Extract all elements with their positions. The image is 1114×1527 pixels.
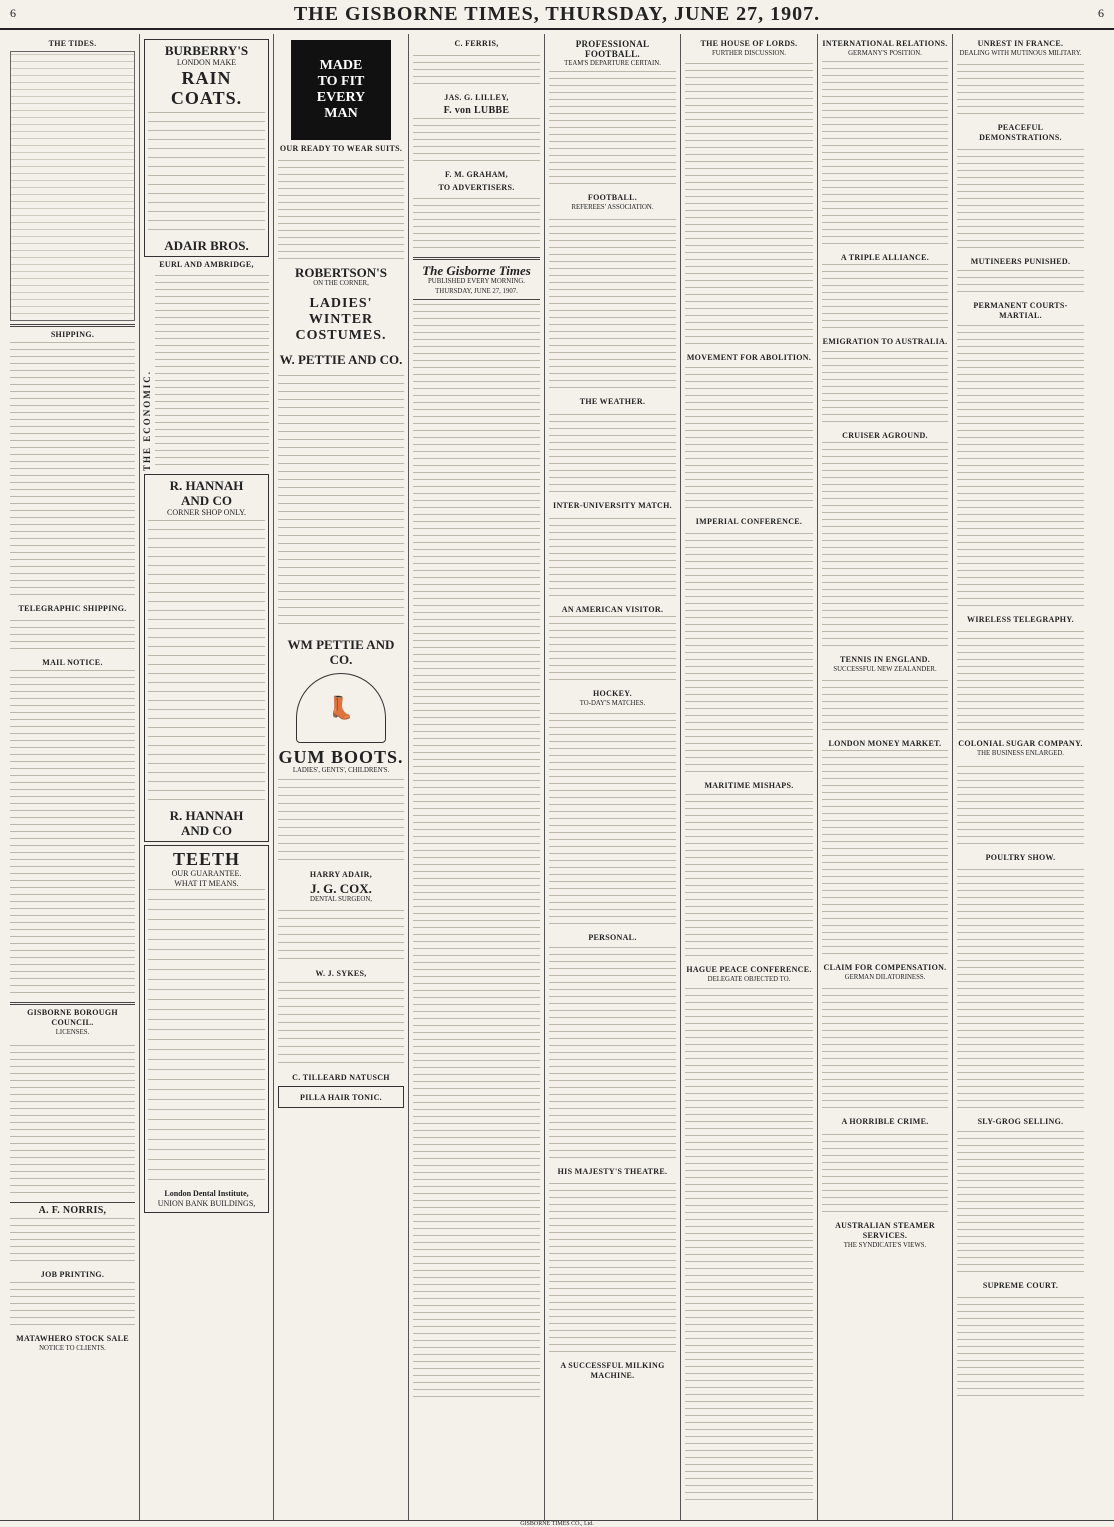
ladies-costumes: LADIES' WINTER COSTUMES. <box>295 296 387 343</box>
poultry-heading: POULTRY SHOW. <box>985 853 1056 862</box>
lords-heading: THE HOUSE OF LORDS. <box>700 39 798 48</box>
weather-text <box>549 408 676 498</box>
advertisers-heading: TO ADVERTISERS. <box>438 183 515 192</box>
steamer-heading: AUSTRALIAN STEAMER SERVICES. <box>835 1221 935 1240</box>
emigration-text <box>822 348 948 428</box>
council-heading: GISBORNE BOROUGH COUNCIL. <box>27 1008 118 1027</box>
theatre-text <box>549 1178 676 1358</box>
milking-heading: A SUCCESSFUL MILKING MACHINE. <box>560 1361 665 1380</box>
burberry-title: BURBERRY'S <box>164 43 249 58</box>
tennis-heading: TENNIS IN ENGLAND. <box>839 655 931 664</box>
market-text <box>822 750 948 960</box>
teeth-ad <box>144 845 269 1213</box>
teeth-text <box>148 889 265 1189</box>
licenses-text <box>10 1039 135 1199</box>
what-it-means: WHAT IT MEANS. <box>174 879 239 888</box>
imperial-text <box>685 528 813 778</box>
gum-boots-sub: LADIES', GENTS', CHILDREN'S. <box>292 767 390 774</box>
crime-heading: A HORRIBLE CRIME. <box>841 1117 929 1126</box>
abolition-heading: MOVEMENT FOR ABOLITION. <box>686 353 812 362</box>
norris-ad: A. F. NORRIS, <box>38 1205 107 1216</box>
london-make: LONDON MAKE <box>176 58 237 67</box>
claim-heading: CLAIM FOR COMPENSATION. <box>823 963 947 972</box>
pilla-ad <box>278 1086 404 1108</box>
team-departure: TEAM'S DEPARTURE CERTAIN. <box>564 60 661 67</box>
supreme-heading: SUPREME COURT. <box>982 1281 1059 1290</box>
maritime-text <box>685 792 813 962</box>
lubbe-text <box>413 117 540 167</box>
cox-title: J. G. COX. <box>310 881 372 896</box>
cruiser-heading: CRUISER AGROUND. <box>842 431 928 440</box>
personal-text <box>549 944 676 1164</box>
imperial-heading: IMPERIAL CONFERENCE. <box>695 517 803 526</box>
boot-icon: 👢 <box>296 673 386 743</box>
page-number-right: 6 <box>1098 6 1104 20</box>
sykes-text <box>278 980 404 1070</box>
made-line-3: EVERY <box>316 90 366 105</box>
intl-heading: INTERNATIONAL RELATIONS. <box>822 39 948 48</box>
wireless-heading: WIRELESS TELEGRAPHY. <box>967 615 1074 624</box>
adair-bros: ADAIR BROS. <box>164 238 249 253</box>
paper-masthead: The Gisborne Times <box>422 263 531 278</box>
hannah-text <box>148 518 265 808</box>
slygrog-heading: SLY-GROG SELLING. <box>977 1117 1064 1126</box>
guarantee-label: OUR GUARANTEE. <box>171 869 242 878</box>
football-text <box>549 70 676 190</box>
lubbe-title: F. von LUBBE <box>443 105 510 116</box>
shipping-heading: SHIPPING. <box>50 330 95 339</box>
germany-text <box>822 60 948 250</box>
emigration-heading: EMIGRATION TO AUSTRALIA. <box>822 337 948 346</box>
sykes-title: W. J. SYKES, <box>315 969 367 978</box>
hannah-title: R. HANNAH <box>169 478 244 493</box>
column-3 <box>274 34 409 1520</box>
burberry-ad <box>144 39 269 257</box>
shipping-text <box>10 341 135 601</box>
syndicate-heading: THE SYNDICATE'S VIEWS. <box>843 1242 927 1249</box>
job-printing-heading: JOB PRINTING. <box>40 1270 105 1279</box>
hague-text <box>685 986 813 1506</box>
cox-text <box>278 906 404 966</box>
tillard-title: C. TILLEARD NATUSCH <box>292 1073 390 1082</box>
referees-heading: REFEREES' ASSOCIATION. <box>571 204 654 211</box>
hannah-andco: AND CO <box>181 493 232 508</box>
union-bank: UNION BANK BUILDINGS, <box>157 1199 256 1208</box>
colonial-heading: COLONIAL SUGAR COMPANY. <box>958 739 1083 748</box>
hannah-andco-2: AND CO <box>181 823 232 838</box>
footer-imprint: GISBORNE TIMES CO., Ltd. <box>0 1520 1114 1527</box>
visitor-heading: AN AMERICAN VISITOR. <box>561 605 664 614</box>
enlarged-heading: THE BUSINESS ENLARGED. <box>976 750 1065 757</box>
divider <box>413 257 540 260</box>
ferris-text <box>413 50 540 90</box>
pilla-title: PILLA HAIR TONIC. <box>300 1093 382 1102</box>
telegraphic-shipping-heading: TELEGRAPHIC SHIPPING. <box>18 604 127 613</box>
abolition-text <box>685 364 813 514</box>
visitor-text <box>549 616 676 686</box>
telegraph-text <box>10 615 135 655</box>
harry-adair: HARRY ADAIR, <box>309 870 373 879</box>
slygrog-text <box>957 1128 1084 1278</box>
hockey-heading: HOCKEY. <box>593 689 632 698</box>
column-8 <box>953 34 1088 1520</box>
unrest-text <box>957 60 1084 120</box>
column-1 <box>6 34 140 1520</box>
divider <box>10 324 135 327</box>
job-printing-text <box>10 1281 135 1331</box>
economic-vertical-label: THE ECONOMIC. <box>142 369 152 471</box>
mutinous-heading: DEALING WITH MUTINOUS MILITARY. <box>959 50 1082 57</box>
made-line-2: TO FIT <box>317 74 365 89</box>
column-6 <box>681 34 818 1520</box>
unrest-heading: UNREST IN FRANCE. <box>977 39 1064 48</box>
personal-heading: PERSONAL. <box>588 933 637 942</box>
made-line-4: MAN <box>324 106 358 121</box>
economic-ad <box>144 271 269 471</box>
lords-text <box>685 60 813 350</box>
peaceful-heading: PEACEFUL DEMONSTRATIONS. <box>979 123 1062 142</box>
maritime-heading: MARITIME MISHAPS. <box>704 781 794 790</box>
hannah-title-2: R. HANNAH <box>169 808 244 823</box>
notice-clients: NOTICE TO CLIENTS. <box>39 1345 106 1352</box>
on-the-corner: ON THE CORNER, <box>313 280 369 287</box>
market-heading: LONDON MONEY MARKET. <box>828 739 942 748</box>
london-dental: London Dental Institute, <box>164 1189 249 1198</box>
issue-date: THURSDAY, JUNE 27, 1907. <box>435 288 518 295</box>
editorial-text <box>413 303 540 1403</box>
zealander-heading: SUCCESSFUL NEW ZEALANDER. <box>833 666 937 673</box>
crime-text <box>822 1128 948 1218</box>
football-heading: PROFESSIONAL FOOTBALL. <box>575 39 650 59</box>
hague-heading: HAGUE PEACE CONFERENCE. <box>686 965 812 974</box>
column-2 <box>140 34 274 1520</box>
page-title: THE GISBORNE TIMES, THURSDAY, JUNE 27, 1907. <box>293 2 821 25</box>
boots-text <box>278 777 404 867</box>
made-to-fit-illustration <box>291 40 391 140</box>
inter-university-heading: INTER-UNIVERSITY MATCH. <box>553 501 672 510</box>
licenses-heading: LICENSES. <box>55 1029 90 1036</box>
divider <box>10 1202 135 1203</box>
column-7 <box>818 34 953 1520</box>
teeth-title: TEETH <box>172 849 241 869</box>
pettie-title-2: WM PETTIE AND CO. <box>287 637 395 667</box>
column-5 <box>545 34 681 1520</box>
rain-coats-title: RAIN COATS. <box>170 68 243 108</box>
cox-sub: DENTAL SURGEON, <box>310 896 372 903</box>
made-line-1: MADE <box>319 58 363 73</box>
inter-text <box>549 512 676 602</box>
weather-heading: THE WEATHER. <box>579 397 646 406</box>
column-4 <box>409 34 545 1520</box>
gum-boots: GUM BOOTS. <box>278 747 404 767</box>
peaceful-text <box>957 144 1084 254</box>
norris-text <box>10 1217 135 1267</box>
page-numbers <box>0 6 1114 21</box>
football2-heading: FOOTBALL. <box>587 193 638 202</box>
advertisers-text <box>413 194 540 254</box>
ferris-title: C. FERRIS, <box>454 39 499 48</box>
triple-heading: A TRIPLE ALLIANCE. <box>840 253 930 262</box>
mutineers-heading: MUTINEERS PUNISHED. <box>970 257 1071 266</box>
claim-text <box>822 984 948 1114</box>
mail-notice-heading: MAIL NOTICE. <box>42 658 103 667</box>
wireless-text <box>957 626 1084 736</box>
german-heading: GERMAN DILATORINESS. <box>844 974 926 981</box>
poultry-text <box>957 864 1084 1114</box>
referees-text <box>549 214 676 394</box>
newspaper-columns <box>6 34 1108 1520</box>
divider <box>10 1002 135 1005</box>
tennis-text <box>822 676 948 736</box>
tides-heading: THE TIDES. <box>48 39 97 48</box>
court-heading: PERMANENT COURTS-MARTIAL. <box>973 301 1068 320</box>
hannah-corner: CORNER SHOP ONLY. <box>167 508 246 517</box>
court-text <box>957 322 1084 612</box>
page-number-left: 6 <box>10 6 16 20</box>
delegate-heading: DELEGATE OBJECTED TO. <box>707 976 791 983</box>
stock-sale-heading: MATAWHERO STOCK SALE <box>16 1334 129 1343</box>
mutineers-text <box>957 268 1084 298</box>
economic-text <box>155 271 269 471</box>
theatre-heading: HIS MAJESTY'S THEATRE. <box>557 1167 668 1176</box>
graham-title: F. M. GRAHAM, <box>445 170 508 179</box>
pettie-text <box>278 371 404 631</box>
ready-to-wear: OUR READY TO WEAR SUITS. <box>279 144 403 153</box>
robertsons-title: ROBERTSON'S <box>294 265 387 280</box>
triple-text <box>822 264 948 334</box>
cruiser-text <box>822 442 948 652</box>
matches-heading: TO-DAY'S MATCHES. <box>579 700 646 707</box>
burberry-text <box>148 108 265 238</box>
supreme-text <box>957 1292 1084 1402</box>
pettie-title: W. PETTIE AND CO. <box>279 352 403 367</box>
lilley-title: JAS. G. LILLEY, <box>444 93 509 102</box>
eurl-ambridge-heading: EURL AND AMBRIDGE, <box>159 260 254 269</box>
mail-text <box>10 669 135 999</box>
divider <box>413 299 540 300</box>
hockey-text <box>549 710 676 930</box>
published-every-morning: PUBLISHED EVERY MORNING. <box>428 278 525 285</box>
germany-heading: GERMANY'S POSITION. <box>848 50 922 57</box>
colonial-text <box>957 760 1084 850</box>
tide-table <box>10 51 135 321</box>
suits-text <box>278 155 404 265</box>
further-discussion: FURTHER DISCUSSION. <box>712 50 786 57</box>
hannah-ad <box>144 474 269 842</box>
